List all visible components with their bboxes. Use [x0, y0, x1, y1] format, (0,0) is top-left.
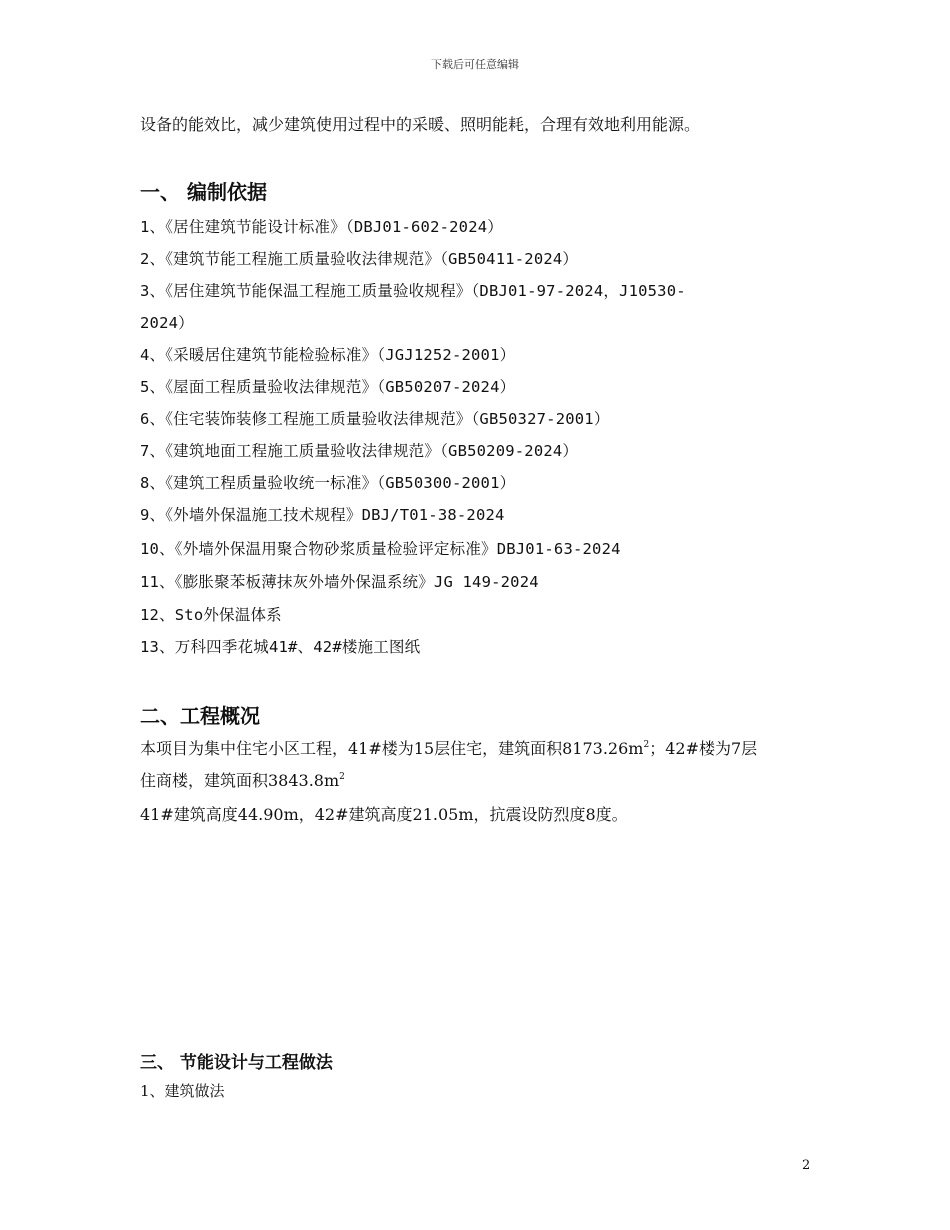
superscript-2: 2 [643, 740, 650, 750]
intro-line: 设备的能效比，减少建筑使用过程中的采暖、照明能耗，合理有效地利用能源。 [140, 115, 701, 134]
overview-line-3: 41#建筑高度44.90m，42#建筑高度21.05m，抗震设防烈度8度。 [140, 805, 628, 824]
overview-line-1-text-a: 本项目为集中住宅小区工程，41#楼为15层住宅，建筑面积8173.26m [140, 739, 644, 758]
reference-item-3-cont: 2024） [140, 314, 194, 332]
reference-item-2: 2、《建筑节能工程施工质量验收法律规范》（GB50411-2024） [140, 250, 579, 268]
reference-item-5: 5、《屋面工程质量验收法律规范》（GB50207-2024） [140, 378, 516, 396]
reference-item-12: 12、Sto外保温体系 [140, 606, 282, 624]
section-3-title: 三、 节能设计与工程做法 [140, 1053, 333, 1073]
superscript-2: 2 [339, 772, 345, 782]
header-note: 下载后可任意编辑 [431, 58, 519, 71]
section-1-title: 一、 编制依据 [140, 180, 267, 204]
overview-line-2 [140, 768, 345, 794]
section-3-sub-1: 1、建筑做法 [140, 1082, 225, 1100]
reference-item-10: 10、《外墙外保温用聚合物砂浆质量检验评定标准》DBJ01-63-2024 [140, 540, 621, 558]
reference-item-4: 4、《采暖居住建筑节能检验标准》（JGJ1252-2001） [140, 346, 516, 364]
overview-line-2-text: 住商楼，建筑面积3843.8m [140, 771, 340, 790]
reference-item-13: 13、万科四季花城41#、42#楼施工图纸 [140, 638, 421, 656]
reference-item-6: 6、《住宅装饰装修工程施工质量验收法律规范》（GB50327-2001） [140, 410, 610, 428]
reference-item-1: 1、《居住建筑节能设计标准》（DBJ01-602-2024） [140, 218, 503, 236]
overview-line-1 [140, 736, 757, 762]
reference-item-7: 7、《建筑地面工程施工质量验收法律规范》（GB50209-2024） [140, 442, 579, 460]
page-number: 2 [802, 1158, 811, 1173]
reference-item-11: 11、《膨胀聚苯板薄抹灰外墙外保温系统》JG 149-2024 [140, 573, 539, 591]
reference-item-8: 8、《建筑工程质量验收统一标准》（GB50300-2001） [140, 474, 516, 492]
overview-line-1-text-b: ；42#楼为7层 [649, 739, 758, 758]
reference-item-3: 3、《居住建筑节能保温工程施工质量验收规程》（DBJ01-97-2024，J10530- [140, 282, 686, 300]
section-2-title: 二、工程概况 [140, 704, 260, 728]
reference-item-9: 9、《外墙外保温施工技术规程》DBJ/T01-38-2024 [140, 506, 505, 524]
